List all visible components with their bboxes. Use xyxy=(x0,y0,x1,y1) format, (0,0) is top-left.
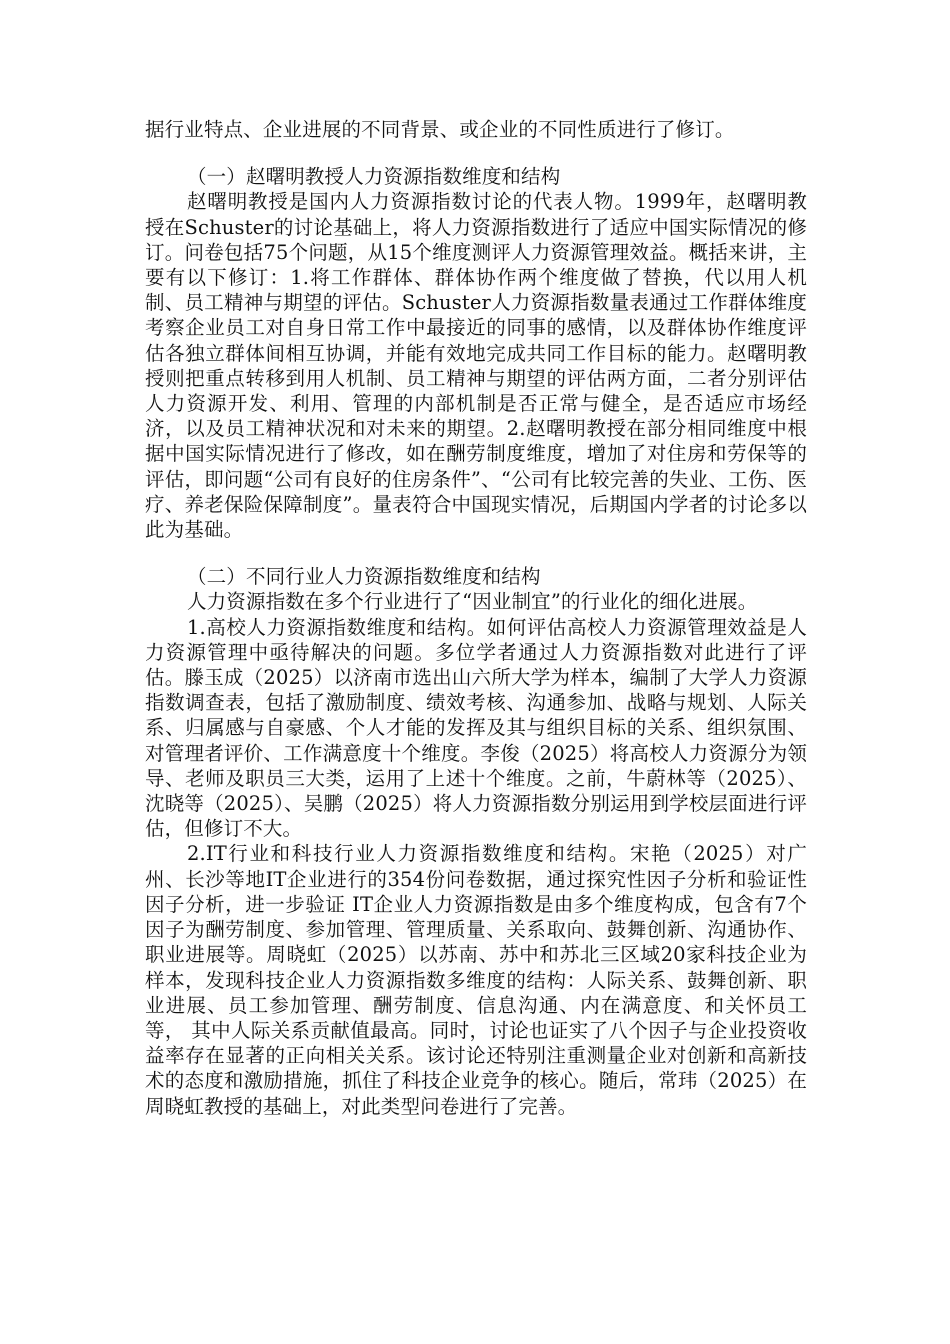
paragraph-it-industry: 2.IT行业和科技行业人力资源指数维度和结构。宋艳（2025）对广州、长沙等地IT企业进行的354份问卷数据，通过探究性因子分析和验证性因子分析，进一步验证 IT企业人力资源指数是由多个维度构成，包含有7个因子为酬劳制度、参加管理、管理质量、关系取向、鼓舞创新、沟通协作、职业进展等。周晓虹（2025）以苏南、苏中和苏北三区域20家科技企业为样本，发现科技企业人力资源指数多维度的结构：人际关系、鼓舞创新、职业进展、员工参加管理、酬劳制度、信息沟通、内在满意度、和关怀员工等， 其中人际关系贡献值最高。同时，讨论也证实了八个因子与企业投资收益率存在显著的正向相关关系。该讨论还特别注重测量企业对创新和高新技术的态度和激励措施，抓住了科技企业竞争的核心。随后，常玮（2025）在周晓虹教授的基础上，对此类型问卷进行了完善。 xyxy=(145,842,807,1118)
paragraph-university: 1.高校人力资源指数维度和结构。如何评估高校人力资源管理效益是人力资源管理中亟待解决的问题。多位学者通过人力资源指数对此进行了评估。滕玉成（2025）以济南市选出山六所大学为样本，编制了大学人力资源指数调查表，包括了激励制度、绩效考核、沟通参加、战略与规划、人际关系、归属感与自豪感、个人才能的发挥及其与组织目标的关系、组织氛围、对管理者评价、工作满意度十个维度。李俊（2025）将高校人力资源分为领导、老师及职员三大类，运用了上述十个维度。之前，牛蔚林等（2025）、沈晓等（2025）、吴鹏（2025）将人力资源指数分别运用到学校层面进行评估，但修订不大。 xyxy=(145,615,807,841)
paragraph-continuation: 据行业特点、企业进展的不同背景、或企业的不同性质进行了修订。 xyxy=(145,118,735,141)
paragraph-zhao-shuming: 赵曙明教授是国内人力资源指数讨论的代表人物。1999年，赵曙明教授在Schuster的讨论基础上，将人力资源指数进行了适应中国实际情况的修订。问卷包括75个问题，从15个维度测评人力资源管理效益。概括来讲，主要有以下修订：1.将工作群体、群体协作两个维度做了替换，代以用人机制、员工精神与期望的评估。Schuster人力资源指数量表通过工作群体维度考察企业员工对自身日常工作中最接近的同事的感情，以及群体协作维度评估各独立群体间相互协调，并能有效地完成共同工作目标的能力。赵曙明教授则把重点转移到用人机制、员工精神与期望的评估两方面，二者分别评估人力资源开发、利用、管理的内部机制是否正常与健全，是否适应市场经济，以及员工精神状况和对未来的期望。2.赵曙明教授在部分相同维度中根据中国实际情况进行了修改，如在酬劳制度维度，增加了对住房和劳保等的评估，即问题“公司有良好的住房条件”、“公司有比较完善的失业、工伤、医疗、养老保险保障制度”。量表符合中国现实情况，后期国内学者的讨论多以此为基础。 xyxy=(145,190,807,542)
paragraph-industry-intro: 人力资源指数在多个行业进行了“因业制宜”的行业化的细化进展。 xyxy=(187,590,758,614)
section-heading-1: （一）赵曙明教授人力资源指数维度和结构 xyxy=(187,165,561,189)
document-body xyxy=(145,117,807,1119)
section-heading-2: （二）不同行业人力资源指数维度和结构 xyxy=(187,565,541,589)
